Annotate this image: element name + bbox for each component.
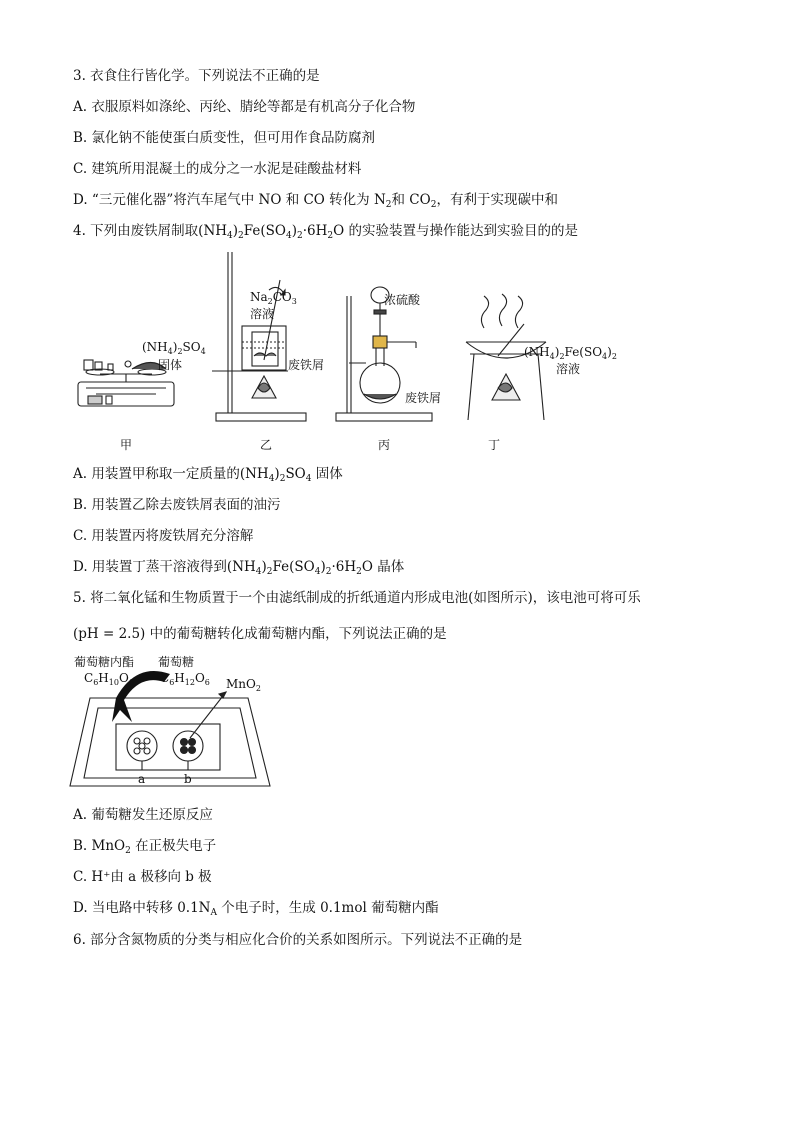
q5-option-a: A. 葡萄糖发生还原反应 xyxy=(73,807,213,823)
q4-option-b: B. 用装置乙除去废铁屑表面的油污 xyxy=(73,497,281,513)
svg-text:乙: 乙 xyxy=(260,438,273,452)
svg-text:(NH4)2SO4: $(NH_4)_2SO_4$ xyxy=(142,340,206,356)
q4-apparatus-figure xyxy=(66,248,626,456)
q4-stem: 4. 下列由废铁屑制取$(NH_4)_2Fe(SO_4)_2\cdot 6H_2O$ 的实验装置与操作能达到实验目的的是 xyxy=(73,223,578,241)
q5-option-c: C. H⁺由 a 极移向 b 极 xyxy=(73,869,212,885)
svg-text:C6H10O6: $C_6H_{10}O_6$ xyxy=(84,671,134,687)
svg-text:Na2CO3: $Na_2CO_3$ xyxy=(250,290,297,306)
svg-text:丙: 丙 xyxy=(378,438,391,452)
svg-text:MnO2: MnO$_2$ xyxy=(226,677,261,693)
q6-stem: 6. 部分含氮物质的分类与相应化合价的关系如图所示。下列说法不正确的是 xyxy=(73,932,523,948)
svg-text:丁: 丁 xyxy=(488,438,501,452)
q3-option-c: C. 建筑所用混凝土的成分之一水泥是硅酸盐材料 xyxy=(73,161,362,177)
q3-stem: 3. 衣食住行皆化学。下列说法不正确的是 xyxy=(73,68,320,84)
q5-option-b: B. MnO$_2$ 在正极失电子 xyxy=(73,838,217,856)
q3-option-b: B. 氯化钠不能使蛋白质变性，但可用作食品防腐剂 xyxy=(73,130,376,146)
water-bath-apparatus xyxy=(212,252,306,421)
svg-text:废铁屑: 废铁屑 xyxy=(288,358,325,372)
q3-option-a: A. 衣服原料如涤纶、丙纶、腈纶等都是有机高分子化合物 xyxy=(73,99,416,115)
svg-text:溶液: 溶液 xyxy=(250,307,275,321)
q5-stem: 5. 将二氧化锰和生物质置于一个由滤纸制成的折纸通道内形成电池(如图所示)，该电池可将可乐 xyxy=(73,590,641,606)
svg-text:C6H12O6: $C_6H_{12}O_6$ xyxy=(160,671,210,687)
svg-text:溶液: 溶液 xyxy=(556,362,581,376)
svg-text:固体: 固体 xyxy=(158,358,183,372)
svg-text:葡萄糖内酯: 葡萄糖内酯 xyxy=(74,655,135,669)
svg-text:甲: 甲 xyxy=(120,438,133,452)
svg-text:a: a xyxy=(138,772,146,786)
q5-battery-figure xyxy=(66,652,276,797)
q5-option-d: D. 当电路中转移 $0.1N_A$ 个电子时，生成 0.1mol 葡萄糖内酯 xyxy=(73,900,439,918)
svg-text:b: b xyxy=(184,772,192,786)
q4-option-d: D. 用装置丁蒸干溶液得到$(NH_4)_2Fe(SO_4)_2\cdot 6H_2O$ 晶体 xyxy=(73,559,405,577)
svg-text:(NH4)2Fe(SO4)2: $(NH_4)_2Fe(SO_4)_2$ xyxy=(524,345,617,361)
svg-text:浓硫酸: 浓硫酸 xyxy=(384,293,421,307)
q4-option-c: C. 用装置丙将废铁屑充分溶解 xyxy=(73,528,254,544)
svg-text:废铁屑: 废铁屑 xyxy=(405,391,442,405)
q3-option-d: D. “三元催化器”将汽车尾气中 NO 和 CO 转化为 $N_2$和 $CO_2$，有利于实现碳中和 xyxy=(73,192,558,210)
svg-text:葡萄糖: 葡萄糖 xyxy=(158,655,195,669)
q4-option-a: A. 用装置甲称取一定质量的$(NH_4)_2SO_4$ 固体 xyxy=(73,466,343,484)
q5-stem-line2: (pH = 2.5) 中的葡萄糖转化成葡萄糖内酯，下列说法正确的是 xyxy=(73,626,447,642)
